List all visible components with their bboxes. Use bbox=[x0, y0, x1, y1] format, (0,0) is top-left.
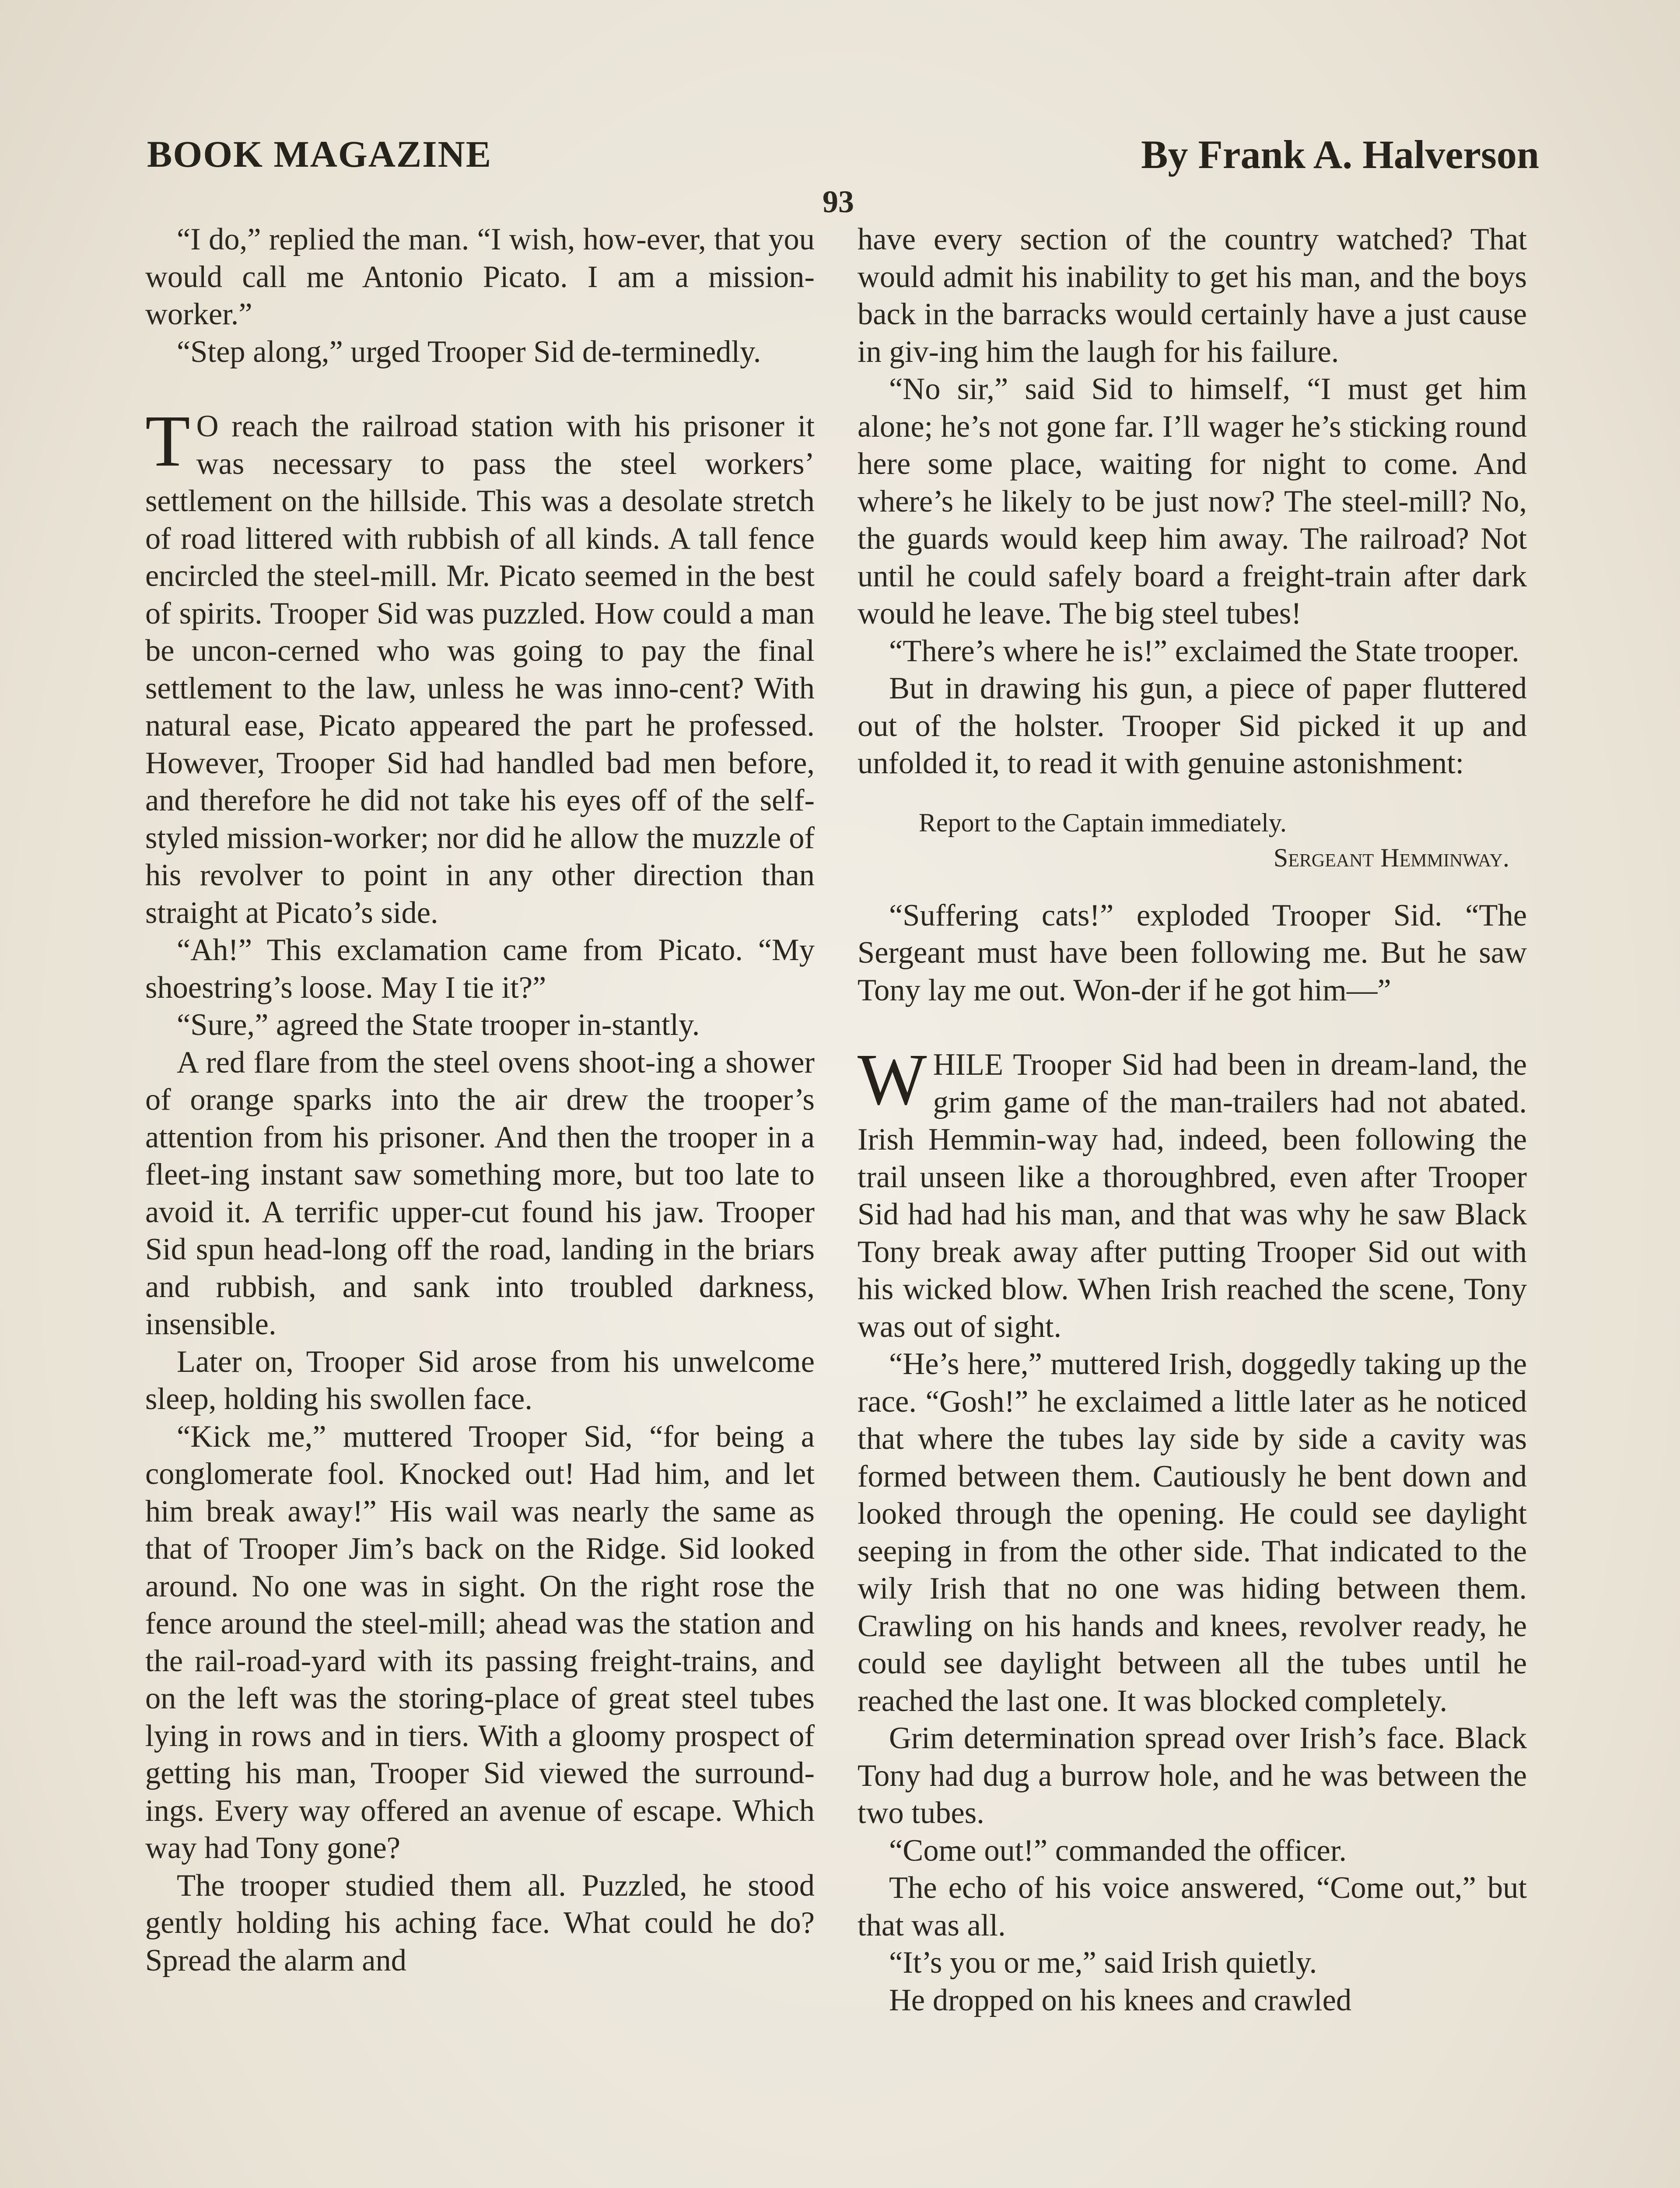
paragraph: “Sure,” agreed the State trooper in-stantly. bbox=[177, 1008, 700, 1042]
paragraph: A red flare from the steel ovens shoot-ing a shower of orange sparks into the air drew the trooper’s attention from his prisoner. And then the trooper in a fleet-ing instant saw something more, but too late to avoid it. A terrific upper-cut found his jaw. Trooper Sid spun head-long off the road, landing in the briars and rubbish, and sank into troubled darkness, insensible. bbox=[145, 1045, 815, 1341]
right-text-column bbox=[858, 221, 1527, 2019]
paragraph: “Step along,” urged Trooper Sid de-terminedly. bbox=[177, 334, 761, 369]
memo-text: Report to the Captain immediately. bbox=[919, 808, 1287, 837]
paragraph: Grim determination spread over Irish’s face. Black Tony had dug a burrow hole, and he was between the two tubes. bbox=[858, 1721, 1527, 1830]
drop-cap: T bbox=[145, 400, 190, 482]
paragraph: “Kick me,” muttered Trooper Sid, “for being a conglomerate fool. Knocked out! Had him, and let him break away!” His wail was nearly the same as that of Trooper Jim’s back on the Ridge. Sid looked around. No one was in sight. On the right rose the fence around the steel-mill; ahead was the station and the rail-road-yard with its passing freight-trains, and on the left was the storing-place of great steel tubes lying in rows and in tiers. With a gloomy prospect of getting his man, Trooper Sid viewed the surround-ings. Every way offered an avenue of escape. Which way had Tony gone? bbox=[145, 1419, 815, 1865]
paragraph: “No sir,” said Sid to himself, “I must get him alone; he’s not gone far. I’ll wager he’s sticking round here some place, waiting for night to come. And where’s he likely to be just now? The steel-mill? No, the guards would keep him away. The railroad? Not until he could safely board a freight-train after dark would he leave. The big steel tubes! bbox=[858, 372, 1527, 631]
paragraph: Later on, Trooper Sid arose from his unwelcome sleep, holding his swollen face. bbox=[145, 1344, 815, 1416]
paragraph: The echo of his voice answered, “Come out,” but that was all. bbox=[858, 1871, 1527, 1943]
memo-note bbox=[858, 805, 1527, 875]
paragraph: have every section of the country watched? That would admit his inability to get his man, and the boys back in the barracks would certainly have a just cause in giv-ing him the laugh for his failure. bbox=[858, 222, 1527, 369]
author-byline: By Frank A. Halverson bbox=[1141, 132, 1539, 177]
paragraph: “I do,” replied the man. “I wish, how-ever, that you would call me Antonio Picato. I am a mission-worker.” bbox=[145, 222, 815, 331]
memo-signature: Sergeant Hemminway. bbox=[1273, 843, 1509, 872]
paragraph-text: HILE Trooper Sid had been in dream-land, the grim game of the man-trailers had not abated. Irish Hemmin-way had, indeed, been following the trail unseen like a thoroughbred, even after Trooper Sid had had his man, and that was why he saw Black Tony break away after putting Trooper Sid out with his wicked blow. When Irish reached the scene, Tony was out of sight. bbox=[858, 1048, 1527, 1344]
paragraph: But in drawing his gun, a piece of paper fluttered out of the holster. Trooper Sid picked it up and unfolded it, to read it with genuine astonishment: bbox=[858, 671, 1527, 780]
paragraph: “Come out!” commanded the officer. bbox=[889, 1833, 1347, 1868]
paragraph: The trooper studied them all. Puzzled, he stood gently holding his aching face. What could he do? Spread the alarm and bbox=[145, 1868, 815, 1978]
paragraph: “He’s here,” muttered Irish, doggedly taking up the race. “Gosh!” he exclaimed a little later as he noticed that where the tubes lay side by side a cavity was formed between them. Cautiously he bent down and looked through the opening. He could see daylight seeping in from the other side. That indicated to the wily Irish that no one was hiding between them. Crawling on his hands and knees, revolver ready, he could see daylight between all the tubes until he reached the last one. It was blocked completely. bbox=[858, 1347, 1527, 1718]
paragraph: “It’s you or me,” said Irish quietly. bbox=[889, 1946, 1317, 1980]
left-text-column bbox=[145, 221, 815, 1979]
page-number: 93 bbox=[822, 184, 854, 219]
section-start-paragraph bbox=[858, 1039, 1527, 1346]
magazine-title: BOOK MAGAZINE bbox=[147, 133, 492, 175]
paragraph: “Ah!” This exclamation came from Picato. “My shoestring’s loose. May I tie it?” bbox=[145, 933, 815, 1005]
paragraph: “There’s where he is!” exclaimed the State trooper. bbox=[889, 634, 1519, 668]
paragraph: “Suffering cats!” exploded Trooper Sid. “The Sergeant must have been following me. But he saw Tony lay me out. Won-der if he got him—” bbox=[858, 898, 1527, 1007]
paragraph-text: O reach the railroad station with his prisoner it was necessary to pass the steel workers’ settlement on the hillside. This was a desolate stretch of road littered with rubbish of all kinds. A tall fence encircled the steel-mill. Mr. Picato seemed in the best of spirits. Trooper Sid was puzzled. How could a man be uncon-cerned who was going to pay the final settlement to the law, unless he was inno-cent? With natural ease, Picato appeared the part he professed. However, Trooper Sid had handled bad men before, and therefore he did not take his eyes off of the self-styled mission-worker; nor did he allow the muzzle of his revolver to point in any other direction than straight at Picato’s side. bbox=[145, 409, 815, 930]
section-start-paragraph bbox=[145, 400, 815, 932]
drop-cap: W bbox=[858, 1039, 927, 1120]
paragraph: He dropped on his knees and crawled bbox=[889, 1983, 1352, 2017]
